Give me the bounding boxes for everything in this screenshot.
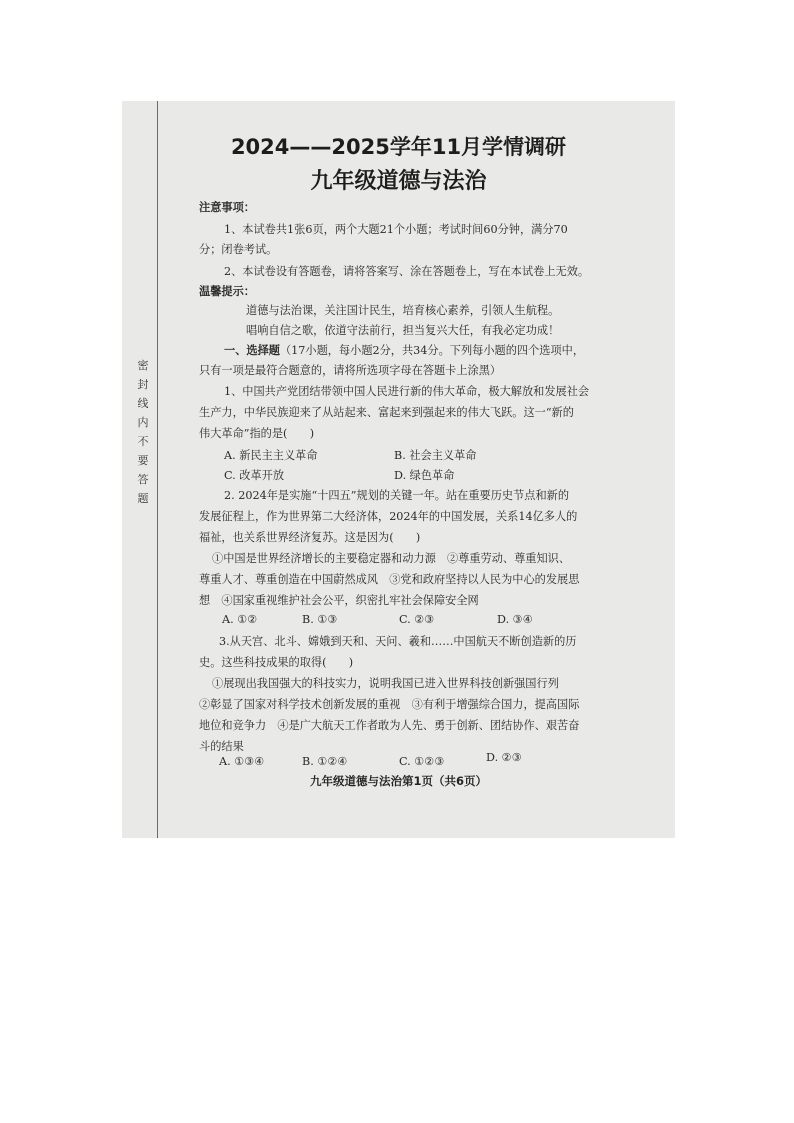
- question-3-statement: 斗的结果: [199, 740, 244, 753]
- note-line: 1、本试卷共1张6页，两个大题21个小题；考试时间60分钟，满分70: [224, 223, 568, 236]
- question-2-statement: ①中国是世界经济增长的主要稳定器和动力源 ②尊重劳动、尊重知识、: [212, 552, 571, 565]
- section-title-rest: （17小题，每小题2分，共34分。下列每小题的四个选项中，: [279, 344, 585, 357]
- question-3-option-d: D. ②③: [486, 751, 522, 764]
- question-3-statement: ②彰显了国家对科学技术创新发展的重视 ③有利于增强综合国力，提高国际: [199, 698, 580, 711]
- question-2-text: 福祉，也关系世界经济复苏。这是因为( ): [199, 531, 421, 544]
- question-3-option-c: C. ①②③: [399, 755, 445, 768]
- question-2-option-a: A. ①②: [222, 613, 258, 626]
- question-1-option-b: B. 社会主义革命: [394, 449, 477, 462]
- question-3-statement: ①展现出我国强大的科技实力，说明我国已进入世界科技创新强国行列: [212, 677, 559, 690]
- question-3-text: 史。这些科技成果的取得( ): [199, 656, 354, 669]
- note-line: 分；闭卷考试。: [199, 243, 278, 256]
- seal-line-note: 密封线内不要答题: [137, 359, 149, 505]
- question-2-text: 发展征程上，作为世界第二大经济体，2024年的中国发展，关系14亿多人的: [199, 510, 578, 523]
- question-3-text: 3.从天宫、北斗、嫦娥到天和、天问、羲和……中国航天不断创造新的历: [219, 635, 577, 648]
- exam-subject: 九年级道德与法治: [310, 169, 487, 194]
- tips-heading: 温馨提示：: [199, 285, 255, 298]
- exam-photo: [122, 101, 675, 838]
- question-3-option-b: B. ①②④: [302, 755, 348, 768]
- seal-line: [157, 101, 158, 838]
- section-instructions: 只有一项是最符合题意的，请将所选项字母在答题卡上涂黑）: [199, 364, 502, 377]
- page-footer: 九年级道德与法治第1页（共6页）: [309, 774, 487, 788]
- question-2-statement: 尊重人才、尊重创造在中国蔚然成风 ③党和政府坚持以人民为中心的发展思: [199, 573, 580, 586]
- question-3-statement: 地位和竞争力 ④是广大航天工作者敢为人先、勇于创新、团结协作、艰苦奋: [199, 719, 580, 732]
- question-3-option-a: A. ①③④: [219, 755, 265, 768]
- tip-line: 唱响自信之歌，依道守法前行，担当复兴大任，有我必定功成！: [246, 324, 560, 337]
- exam-title: 2024——2025学年11月学情调研: [230, 135, 567, 159]
- question-1-option-c: C. 改革开放: [224, 469, 285, 482]
- tip-line: 道德与法治课，关注国计民生，培育核心素养，引领人生航程。: [246, 304, 560, 317]
- question-2-option-b: B. ①③: [302, 613, 338, 626]
- question-2-option-d: D. ③④: [497, 613, 533, 626]
- notes-heading: 注意事项：: [199, 201, 255, 214]
- section-title-prefix: 一、选择题: [224, 343, 280, 357]
- question-1-option-d: D. 绿色革命: [394, 469, 455, 482]
- question-2-option-c: C. ②③: [399, 613, 435, 626]
- question-2-text: 2. 2024年是实施“十四五”规划的关键一年。站在重要历史节点和新的: [224, 489, 570, 502]
- question-1-text: 生产力，中华民族迎来了从站起来、富起来到强起来的伟大飞跃。这一“新的: [199, 406, 574, 419]
- question-1-text: 伟大革命”指的是( ): [199, 427, 315, 440]
- question-2-statement: 想 ④国家重视维护社会公平，织密扎牢社会保障安全网: [199, 594, 479, 607]
- section-title: [224, 343, 584, 358]
- question-1-text: 1、中国共产党团结带领中国人民进行新的伟大革命，极大解放和发展社会: [224, 385, 590, 398]
- question-1-option-a: A. 新民主主义革命: [224, 449, 318, 462]
- note-line: 2、本试卷设有答题卷，请将答案写、涂在答题卷上，写在本试卷上无效。: [224, 265, 590, 278]
